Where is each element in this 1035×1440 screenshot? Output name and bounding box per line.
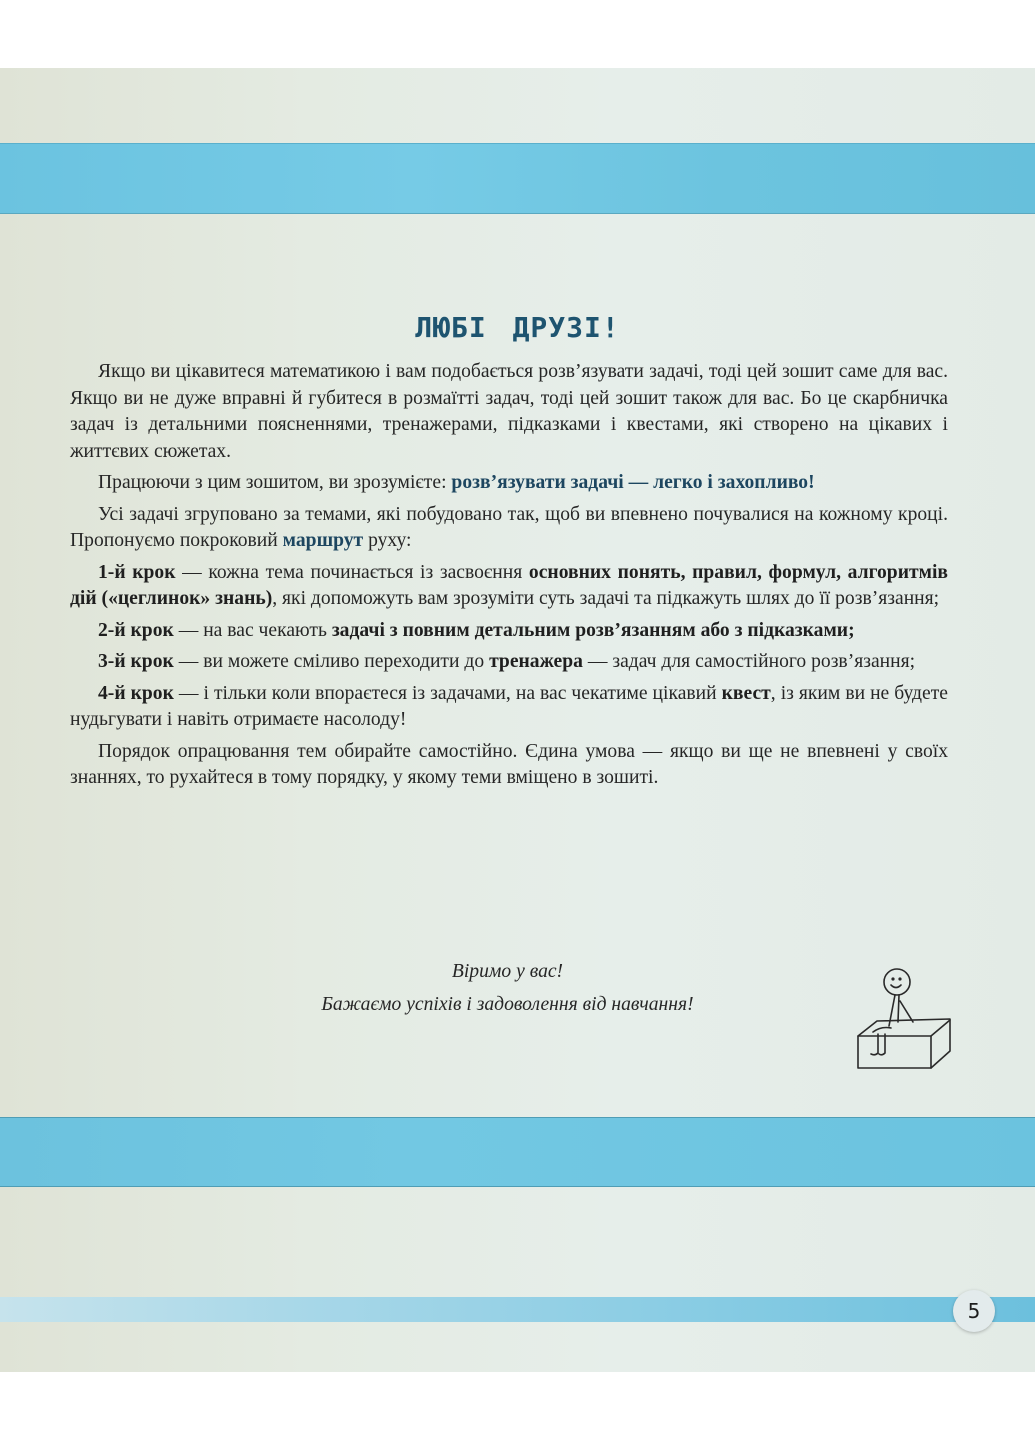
book-page bbox=[0, 68, 1035, 1372]
bold-text: основних понять, правил, формул, алгоритмів дій («цеглинок» знань) bbox=[70, 561, 948, 609]
text-segment: — на вас чекають bbox=[173, 619, 332, 641]
stick-figure-sitting-on-box-icon bbox=[845, 956, 965, 1076]
page-title: ЛЮБІ ДРУЗІ! bbox=[415, 311, 620, 344]
text-segment: — задач для самостійного розв’язання; bbox=[582, 651, 916, 672]
step-label: 4-й крок bbox=[98, 682, 174, 704]
highlighted-text: маршрут bbox=[282, 530, 364, 551]
step-label: 3-й крок bbox=[98, 651, 174, 672]
text-segment: , які допоможуть вам зрозуміти суть задачі та підкажуть шлях до її розв’язання; bbox=[272, 588, 940, 609]
decorative-band-bottom bbox=[0, 1117, 1035, 1187]
text-segment: Порядок опрацювання тем обирайте самостійно. Єдина умова — якщо ви ще не впевнені у своїх знаннях, то рухайтеся в тому порядку, у якому теми вміщено в зошиті. bbox=[70, 740, 948, 788]
bold-text: задачі з повним детальним розв’язанням або з підказками; bbox=[331, 619, 855, 641]
text-segment: Якщо ви цікавитеся математикою і вам подобається розв’язувати задачі, тоді цей зошит саме для вас. Якщо ви не дуже вправні й губитеся в розмаїтті задач, тоді цей зошит також для вас. Бо це скарбничка задач із детальними поясненнями, тренажерами, підказками і квестами, які створено на цікавих і життєвих сюжетах. bbox=[70, 361, 948, 462]
paragraph-step-1 bbox=[70, 560, 948, 613]
paragraph-motto bbox=[70, 470, 948, 497]
text-segment: Усі задачі згруповано за темами, які побудовано так, щоб ви впевнено почувалися на кожному кроці. Пропонуємо покроковий bbox=[70, 503, 948, 551]
paragraph-intro bbox=[70, 359, 948, 465]
closing-line-1: Віримо у вас! bbox=[451, 961, 564, 982]
text-segment: руху: bbox=[363, 530, 412, 551]
footer-band bbox=[0, 1297, 1035, 1322]
text-segment: Працюючи з цим зошитом, ви зрозумієте: bbox=[98, 472, 452, 493]
page-number-badge: 5 bbox=[953, 1290, 995, 1332]
text-segment: , із яким ви не будете нудьгувати і навіть отримаєте насолоду! bbox=[70, 682, 948, 730]
bold-text: квест bbox=[721, 682, 771, 704]
paragraph-step-4 bbox=[70, 681, 948, 734]
step-label: 1-й крок bbox=[98, 561, 176, 583]
text-segment: — кожна тема починається із засвоєння bbox=[175, 561, 529, 583]
closing-line-2: Бажаємо успіхів і задоволення від навчання! bbox=[321, 994, 694, 1015]
bold-text: тренажера bbox=[489, 651, 583, 672]
decorative-band-top bbox=[0, 143, 1035, 214]
paragraph-order bbox=[70, 739, 948, 792]
text-segment: — ви можете сміливо переходити до bbox=[173, 651, 490, 672]
text-segment: — і тільки коли впораєтеся із задачами, на вас чекатиме цікавий bbox=[173, 682, 722, 704]
paragraph-route bbox=[70, 502, 948, 555]
intro-text bbox=[70, 359, 948, 797]
step-label: 2-й крок bbox=[98, 619, 174, 641]
paragraph-step-3 bbox=[70, 649, 948, 676]
highlighted-text: розв’язувати задачі — легко і захопливо! bbox=[451, 472, 815, 493]
paragraph-step-2 bbox=[70, 618, 948, 645]
